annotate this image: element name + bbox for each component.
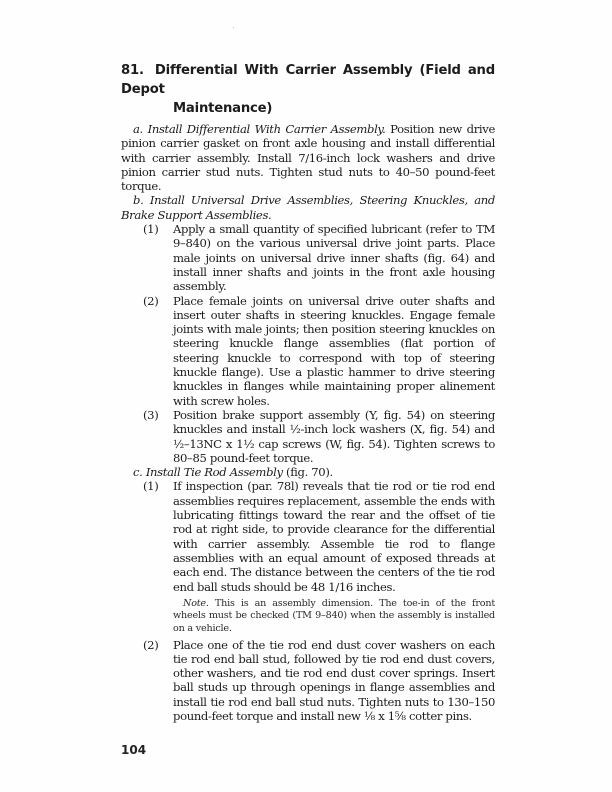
step-marker: (2): [143, 637, 159, 652]
list-item: [121, 638, 495, 724]
paragraph-c-steps: [121, 479, 495, 593]
paragraph-c: [121, 465, 495, 479]
page-number: 104: [121, 743, 147, 757]
step-text: Place one of the tie rod end dust cover washers on each tie rod end ball stud, followed by tie rod end dust covers, other washers, and tie rod end dust cover springs. Insert ball studs up through openings in flange assemblies and install tie rod end ball stud nuts. Tighten nuts to 130–150 pound-feet torque and install new ⅛ x 1⅝ cotter pins.: [173, 637, 495, 724]
paragraph-a-text: Position new drive pinion carrier gasket on front axle housing and install differential with carrier assembly. Install 7/16-inch lock washers and drive pinion carrier stud nuts. Tighten stud nuts to 40–50 pound-feet torque.: [121, 122, 495, 194]
step-marker: (1): [143, 479, 159, 494]
page-content: [121, 61, 495, 723]
paragraph-c-steps-continued: [121, 638, 495, 724]
section-body: [121, 122, 495, 723]
step-marker: (2): [143, 293, 159, 308]
step-text: Position brake support assembly (Y, fig. 54) on steering knuckles and install ½-inch lock washers (X, fig. 54) and ½–13NC x 1½ cap screws (W, fig. 54). Tighten screws to 80–85 pound-feet torque.: [173, 407, 495, 465]
paragraph-a-label: a.: [133, 122, 143, 136]
step-text: Place female joints on universal drive outer shafts and insert outer shafts in steering knuckles. Engage female joints with male joints; then position steering knuckles on steering knuckle flange assemblies (flat portion of steering knuckle to correspond with top of steering knuckle flange). Use a plastic hammer to drive steering knuckles in flanges while maintaining proper alinement with screw holes.: [173, 293, 495, 408]
note: [121, 598, 495, 636]
paragraph-a: [121, 122, 495, 193]
paragraph-b-title: Install Universal Drive Assemblies, Steering Knuckles, and Brake Support Assemblies.: [121, 193, 495, 222]
step-text: If inspection (par. 78l) reveals that tie rod or tie rod end assemblies requires replacement, assemble the ends with lubricating fittings toward the rear and the offset of tie rod at right side, to provide clearance for the differential with carrier assembly. Assemble tie rod to flange assemblies with an equal amount of exposed threads at each end. The distance between the centers of the tie rod end ball studs should be 48 1/16 inches.: [173, 479, 495, 594]
section-heading: [121, 61, 495, 118]
list-item: [121, 408, 495, 465]
paragraph-a-title: Install Differential With Carrier Assembly.: [147, 122, 386, 136]
step-marker: (3): [143, 407, 159, 422]
note-label: Note.: [183, 597, 209, 609]
step-marker: (1): [143, 222, 159, 237]
section-title-line1: Differential With Carrier Assembly (Field and Depot: [121, 63, 495, 97]
paragraph-c-label: c.: [133, 465, 143, 480]
paragraph-c-title-suffix: (fig. 70).: [282, 465, 333, 480]
paragraph-b-label: b.: [133, 193, 144, 208]
list-item: [121, 222, 495, 293]
section-number: 81.: [121, 63, 144, 78]
list-item: [121, 479, 495, 593]
paragraph-b-steps: [121, 222, 495, 465]
scan-speck: [233, 27, 234, 28]
paragraph-b: [121, 193, 495, 222]
paragraph-c-title: Install Tie Rod Assembly: [145, 465, 283, 480]
section-title-line2: Maintenance): [173, 101, 273, 116]
note-text: This is an assembly dimension. The toe-in of the front wheels must be checked (TM 9–840) when the assembly is installed on a vehicle.: [173, 597, 495, 634]
step-text: Apply a small quantity of specified lubricant (refer to TM 9–840) on the various universal drive joint parts. Place male joints on universal drive inner shafts (fig. 64) and install inner shafts and joints in the front axle housing assembly.: [173, 222, 495, 294]
list-item: [121, 294, 495, 408]
